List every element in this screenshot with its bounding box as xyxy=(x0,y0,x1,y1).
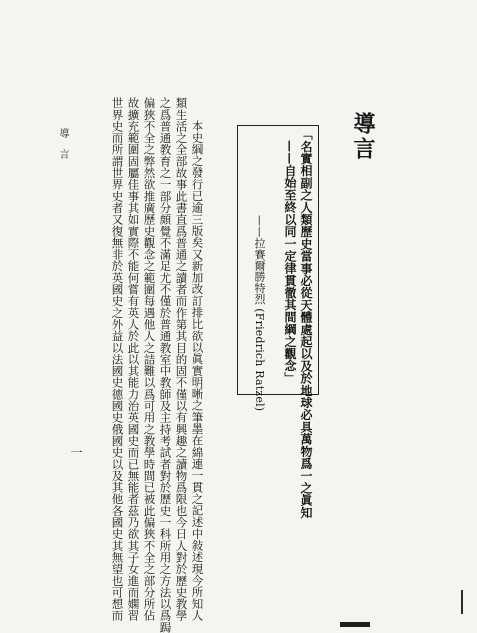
body-column: 世界史而所謂世界史者又復無非於英國史之外益以法國史德國史俄國史以及其他各國史其無望也可想而 xyxy=(110,97,125,622)
page-number: 一 xyxy=(69,446,83,458)
page-title: 導言 xyxy=(350,112,376,162)
body-column: 偏狹不全之弊然欲推廣歷史觀念之範圍每遇他人之詰難以爲可用之教學時間已被此偏狹不全之部分所佔 xyxy=(142,97,157,622)
body-column: 之爲普通教育之一部分頗覺不滿足尤不僅於普通教室中教師及主持考試者對於歷史一科所用之方法以爲跼 xyxy=(158,97,173,633)
body-column: 本史綱之發行已逾三版矣又新加改訂排比欲以眞實明晰之筆墨在綿連一貫之記述中敍述現今所知人 xyxy=(190,120,205,621)
scan-bottom-mark xyxy=(340,622,370,627)
epigraph-line-1: 「名實相副之人類歷史當事必從天體處起以及於地球必具萬物爲一之眞知 xyxy=(299,128,313,519)
epigraph-attribution: ——拉賽爾勝特烈 (Friedrich Ratzel) xyxy=(253,215,266,412)
body-column: 故擴充範圍固屬佳事其如實際不能何嘗有英人於此以其能力治英國史而已無能者茲乃欲其子女進而嫻習 xyxy=(126,97,141,622)
body-column: 類生活之全部故事此書直爲普通之讀者而作第其目的固不僅以有興趣之讀物爲限也今日人對於歷史教學 xyxy=(174,97,189,622)
epigraph-line-2: ——自始至終以同一定律貫徹其間綱之觀念」 xyxy=(283,140,297,384)
scan-edge-mark xyxy=(461,590,463,614)
running-footer-label: 導 言 xyxy=(57,128,68,164)
